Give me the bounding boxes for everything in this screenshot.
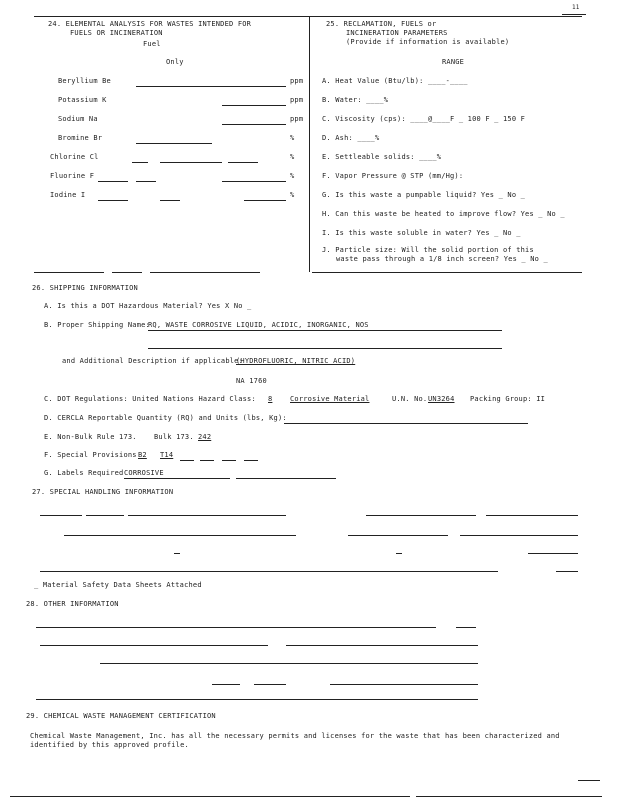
handling-line-4a[interactable] [40,571,498,572]
labels-required-value: CORROSIVE [124,469,164,477]
iodine-field-2[interactable] [160,200,180,201]
un-number-value: UN3264 [428,395,455,403]
section-27-title: 27. SPECIAL HANDLING INFORMATION [32,488,174,496]
sodium-unit: ppm [290,115,304,123]
section-28-title: 28. OTHER INFORMATION [26,600,119,608]
bromine-unit: % [290,134,295,142]
chlorine-label: Chlorine Cl [50,153,99,161]
other-info-line-1a[interactable] [36,627,436,628]
upper-bottom-rule-4 [312,272,582,273]
other-info-line-1b[interactable] [456,627,476,628]
upper-bottom-rule-2 [112,272,142,273]
bottom-rule-2 [416,796,602,797]
other-info-line-4c[interactable] [330,684,478,685]
proper-shipping-field-2[interactable] [148,348,502,349]
section-25-title-cont: INCINERATION PARAMETERS [346,29,448,37]
handling-line-4b[interactable] [556,571,578,572]
handling-line-3a[interactable] [174,553,180,554]
special-provisions-label: F. Special Provisions [44,451,137,459]
viscosity-item: C. Viscosity (cps): ____@____F _ 100 F _ 150 F [322,115,526,123]
ash-item: D. Ash: ____% [322,134,380,142]
other-info-line-2a[interactable] [40,645,268,646]
special-provision-field-5[interactable] [222,460,236,461]
beryllium-field[interactable] [136,86,286,87]
iodine-unit: % [290,191,295,199]
hazard-class-name: Corrosive Material [290,395,370,403]
iodine-label: Iodine I [50,191,86,199]
na-number: NA 1760 [236,377,267,385]
iodine-field-3[interactable] [244,200,286,201]
section-24-sub-label: Fuel [143,40,161,48]
section-24-title: 24. ELEMENTAL ANALYSIS FOR WASTES INTENDED FOR [48,20,252,28]
un-number-label: U.N. No. [392,395,428,403]
column-divider [309,16,310,272]
potassium-unit: ppm [290,96,304,104]
bottom-rule [10,796,410,797]
labels-required-field[interactable] [124,478,230,479]
upper-bottom-rule-1 [34,272,104,273]
certification-text: Chemical Waste Management, Inc. has all the necessary permits and licenses for the waste that has been characterized and [30,732,560,740]
sodium-label: Sodium Na [58,115,98,123]
section-25-title: 25. RECLAMATION, FUELS or [326,20,437,28]
msds-attached: _ Material Safety Data Sheets Attached [34,581,202,589]
section-25-col-header: RANGE [442,58,465,66]
handling-line-2c[interactable] [460,535,578,536]
potassium-field[interactable] [222,105,286,106]
certification-text-cont: identified by this approved profile. [30,741,189,749]
sodium-field[interactable] [222,124,286,125]
section-25-note: (Provide if information is available) [346,38,510,46]
handling-line-2b[interactable] [348,535,448,536]
chlorine-field-3[interactable] [228,162,258,163]
additional-description-value: (HYDROFLUORIC, NITRIC ACID) [236,357,356,365]
handling-line-1e[interactable] [486,515,578,516]
special-provision-field-6[interactable] [244,460,258,461]
section-24-title-cont: FUELS OR INCINERATION [70,29,163,37]
handling-line-1b[interactable] [86,515,124,516]
particle-size-item: J. Particle size: Will the solid portion of this [322,246,534,254]
bromine-label: Bromine Br [58,134,103,142]
dot-regulations-label: C. DOT Regulations: United Nations Hazard Class: [44,395,256,403]
non-bulk-label: E. Non-Bulk Rule 173. [44,433,137,441]
chlorine-field-1[interactable] [132,162,148,163]
labels-required-field-2[interactable] [236,478,336,479]
hazard-class-value: 8 [268,395,273,403]
handling-line-1d[interactable] [366,515,476,516]
special-provision-1: B2 [138,451,147,459]
other-info-line-3[interactable] [100,663,478,664]
beryllium-unit: ppm [290,77,304,85]
fluorine-field-1[interactable] [98,181,128,182]
fluorine-field-3[interactable] [222,181,286,182]
fluorine-field-2[interactable] [136,181,156,182]
handling-line-3b[interactable] [396,553,402,554]
special-provision-2: T14 [160,451,174,459]
special-provision-field-3[interactable] [180,460,194,461]
other-info-line-4b[interactable] [254,684,286,685]
heated-flow-item: H. Can this waste be heated to improve flow? Yes _ No _ [322,210,565,218]
dot-hazardous-line: A. Is this a DOT Hazardous Material? Yes X No _ [44,302,252,310]
heat-value-item: A. Heat Value (Btu/lb): ____-____ [322,77,468,85]
bulk-label: Bulk 173. [154,433,194,441]
particle-size-item-cont: waste pass through a 1/8 inch screen? Yes _ No _ [336,255,548,263]
labels-required-label: G. Labels Required [44,469,124,477]
potassium-label: Potassium K [58,96,107,104]
bromine-field[interactable] [136,143,212,144]
section-26-title: 26. SHIPPING INFORMATION [32,284,138,292]
water-item: B. Water: ____% [322,96,389,104]
beryllium-label: Beryllium Be [58,77,111,85]
fluorine-label: Fluorine F [50,172,95,180]
iodine-field-1[interactable] [98,200,128,201]
cercla-label: D. CERCLA Reportable Quantity (RQ) and Units (lbs, Kg): [44,414,287,422]
handling-line-2a[interactable] [64,535,296,536]
chlorine-field-2[interactable] [160,162,222,163]
other-info-line-2b[interactable] [286,645,478,646]
bulk-value: 242 [198,433,212,441]
other-info-line-4a[interactable] [212,684,240,685]
corner-rule [562,14,586,15]
handling-line-1c[interactable] [128,515,286,516]
fluorine-unit: % [290,172,295,180]
water-soluble-item: I. Is this waste soluble in water? Yes _ No _ [322,229,521,237]
corner-mark: 11 [572,4,580,11]
additional-description-label: and Additional Description if applicable: [62,357,243,365]
handling-line-3c[interactable] [528,553,578,554]
upper-bottom-rule-3 [150,272,260,273]
vapor-pressure-item: F. Vapor Pressure @ STP (mm/Hg): [322,172,464,180]
bottom-rule-right [578,780,600,781]
proper-shipping-label: B. Proper Shipping Name: [44,321,150,329]
packing-group: Packing Group: II [470,395,546,403]
section-24-col-header: Only [166,58,184,66]
section-29-title: 29. CHEMICAL WASTE MANAGEMENT CERTIFICATION [26,712,216,720]
handling-line-1a[interactable] [40,515,82,516]
chlorine-unit: % [290,153,295,161]
proper-shipping-value: RQ, WASTE CORROSIVE LIQUID, ACIDIC, INORGANIC, NOS [148,321,369,329]
settleable-solids-item: E. Settleable solids: ____% [322,153,442,161]
other-info-line-5[interactable] [36,699,478,700]
top-rule [34,16,582,17]
special-provision-field-4[interactable] [200,460,214,461]
proper-shipping-field[interactable] [148,330,502,331]
pumpable-liquid-item: G. Is this waste a pumpable liquid? Yes _ No _ [322,191,526,199]
cercla-field[interactable] [284,423,528,424]
